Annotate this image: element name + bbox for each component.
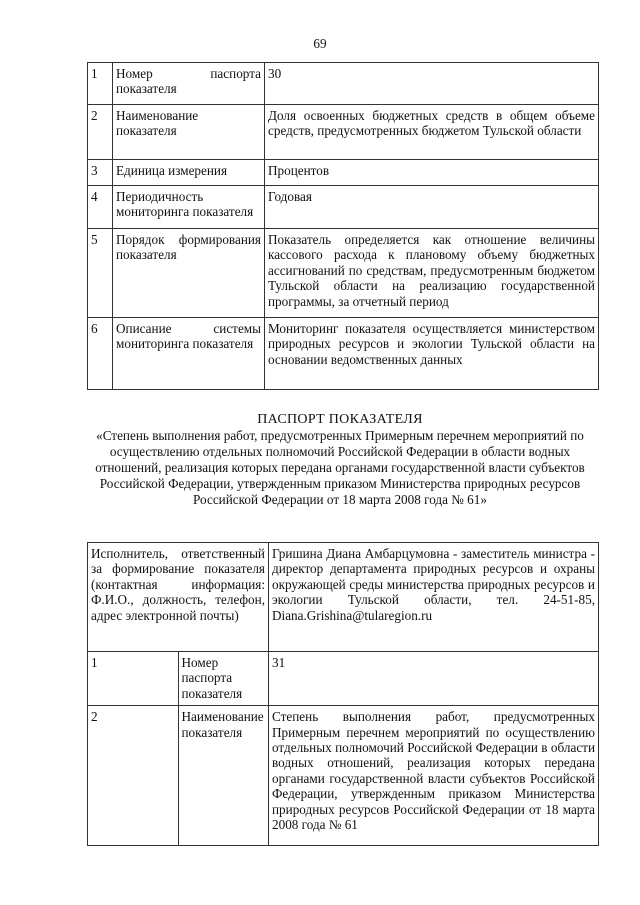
row-number: 1 bbox=[88, 652, 179, 706]
row-value: Мониторинг показателя осуществляется министерством природных ресурсов и экологии Тульской области на основании ведомственных данных bbox=[265, 318, 599, 390]
row-label: Единица измерения bbox=[113, 160, 265, 186]
table-row bbox=[88, 186, 599, 229]
table-row bbox=[88, 318, 599, 390]
row-label: Номер паспорта показателя bbox=[113, 63, 265, 105]
row-value: Годовая bbox=[265, 186, 599, 229]
executor-value: Гришина Диана Амбарцумовна - заместитель министра - директор департамента природных ресурсов и охраны окружающей среды министерства природных ресурсов и экологии Тульской области, тел. 24-51-85, Diana.Grishina@tularegion.ru bbox=[269, 543, 599, 652]
row-value: 30 bbox=[265, 63, 599, 105]
row-number: 3 bbox=[88, 160, 113, 186]
row-value: 31 bbox=[269, 652, 599, 706]
passport-subtitle: «Степень выполнения работ, предусмотренных Примерным перечнем мероприятий по осуществлению отдельных полномочий Российской Федерации в области водных отношений, реализация которых передана органами государственной власти субъектов Российской Федерации, утвержденным приказом Министерства природных ресурсов Российской Федерации от 18 марта 2008 года № 61» bbox=[95, 428, 585, 507]
table-row bbox=[88, 63, 599, 105]
passport-table-31 bbox=[87, 542, 599, 846]
row-value: Процентов bbox=[265, 160, 599, 186]
row-label: Наименование показателя bbox=[113, 105, 265, 160]
passport-header bbox=[95, 412, 585, 508]
passport-table-30 bbox=[87, 62, 599, 390]
table-row bbox=[88, 229, 599, 318]
row-number: 5 bbox=[88, 229, 113, 318]
row-label: Наименование показателя bbox=[178, 706, 269, 846]
table-row bbox=[88, 706, 599, 846]
table-row bbox=[88, 652, 599, 706]
table-row bbox=[88, 105, 599, 160]
passport-title: ПАСПОРТ ПОКАЗАТЕЛЯ bbox=[257, 412, 423, 427]
row-value: Степень выполнения работ, предусмотренных Примерным перечнем мероприятий по осуществлению отдельных полномочий Российской Федерации в области водных отношений, реализация которых передана органами государственной власти субъектов Российской Федерации, утвержденным приказом Министерства природных ресурсов Российской Федерации от 18 марта 2008 года № 61 bbox=[269, 706, 599, 846]
row-number: 6 bbox=[88, 318, 113, 390]
row-number: 2 bbox=[88, 105, 113, 160]
page-number: 69 bbox=[313, 36, 327, 51]
row-number: 1 bbox=[88, 63, 113, 105]
row-label: Номер паспорта показателя bbox=[178, 652, 269, 706]
row-value: Доля освоенных бюджетных средств в общем объеме средств, предусмотренных бюджетом Тульской области bbox=[265, 105, 599, 160]
row-number: 4 bbox=[88, 186, 113, 229]
row-label: Описание системы мониторинга показателя bbox=[113, 318, 265, 390]
executor-label: Исполнитель, ответственный за формирование показателя (контактная информация: Ф.И.О., должность, телефон, адрес электронной почты) bbox=[88, 543, 269, 652]
row-value: Показатель определяется как отношение величины кассового расхода к плановому объему бюджетных ассигнований по средствам, предусмотренным бюджетом Тульской области на реализацию государственной программы, за отчетный период bbox=[265, 229, 599, 318]
row-label: Периодичность мониторинга показателя bbox=[113, 186, 265, 229]
executor-row bbox=[88, 543, 599, 652]
row-label: Порядок формирования показателя bbox=[113, 229, 265, 318]
row-number: 2 bbox=[88, 706, 179, 846]
table-row bbox=[88, 160, 599, 186]
